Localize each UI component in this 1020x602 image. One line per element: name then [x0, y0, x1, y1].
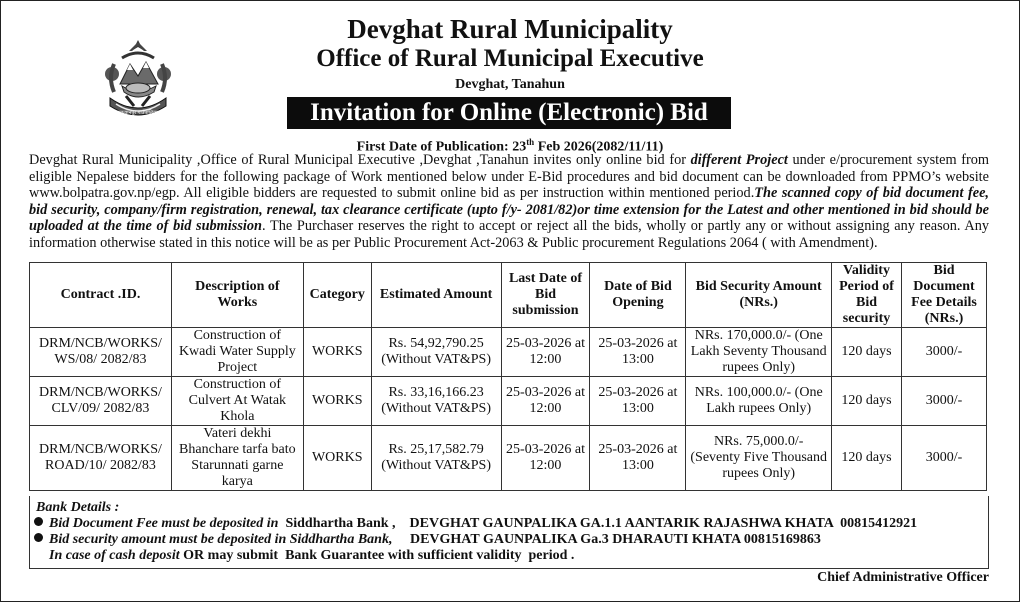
cell-last-date: 25-03-2026 at 12:00: [501, 328, 590, 377]
cell-contract: DRM/NCB/WORKS/ WS/08/ 2082/83: [30, 328, 172, 377]
cell-category: WORKS: [303, 426, 371, 491]
bank-line-fee-italic: Bid Document Fee must be deposited in: [49, 516, 279, 531]
header-security: Bid Security Amount (NRs.): [686, 263, 832, 328]
cell-fee: 3000/-: [901, 426, 986, 491]
header-category: Category: [303, 263, 371, 328]
cell-amount: Rs. 54,92,790.25 (Without VAT&PS): [371, 328, 501, 377]
bank-line-cash: [49, 547, 574, 564]
cell-fee: 3000/-: [901, 328, 986, 377]
signature: Chief Administrative Officer: [817, 570, 989, 585]
bank-line-security-italic: Bid security amount must be deposited in Siddhartha Bank,: [49, 532, 393, 547]
cell-contract: DRM/NCB/WORKS/ CLV/09/ 2082/83: [30, 377, 172, 426]
bullet-icon: [34, 533, 43, 542]
emblem-text: मकवानपुर गाउँपालिका: [117, 111, 159, 116]
header-contract: Contract .ID.: [30, 263, 172, 328]
cell-amount: Rs. 25,17,582.79 (Without VAT&PS): [371, 426, 501, 491]
intro-paragraph: [29, 152, 989, 252]
cell-opening: 25-03-2026 at 13:00: [590, 377, 686, 426]
bank-line-fee-text: Siddhartha Bank , DEVGHAT GAUNPALIKA GA.1.1 AANTARIK RAJASHWA KHATA 00815412921: [278, 516, 918, 531]
header-description: Description of Works: [171, 263, 303, 328]
intro-text-2: under e/procurement system from eligible Nepalese bidders for the following package of Work mentioned below under E-Bid procedures and bid document can be downloaded from PPMO’s website www.bolpatra.gov.np/egp. All eligible bidders are requested to submit online bid as per instruction within mentioned period.: [29, 152, 989, 202]
cell-validity: 120 days: [832, 377, 902, 426]
header-validity: Validity Period of Bid security: [832, 263, 902, 328]
header-fee: Bid Document Fee Details (NRs.): [901, 263, 986, 328]
bullet-icon: [34, 517, 43, 526]
bank-line-cash-italic: In case of cash deposit: [49, 548, 180, 563]
intro-text-3: . The Purchaser reserves the right to accept or reject all the bids, wholly or partly any or without assigning any reason. Any information otherwise stated in this notice will be as per Public Procurement Act-2063 & Public procurement Regulations 2064 ( with Amendment).: [29, 218, 990, 251]
cell-security: NRs. 170,000.0/- (One Lakh Seventy Thousand rupees Only): [686, 328, 832, 377]
publication-date-rest: Feb 2026(2082/11/11): [534, 139, 664, 155]
cell-opening: 25-03-2026 at 13:00: [590, 426, 686, 491]
office-location: Devghat, Tanahun: [455, 77, 565, 92]
bank-details-title: Bank Details :: [36, 500, 120, 515]
bank-line-cash-text: OR may submit Bank Guarantee with sufficient validity period .: [179, 548, 575, 563]
header-last-date: Last Date of Bid submission: [501, 263, 590, 328]
cell-amount: Rs. 33,16,166.23 (Without VAT&PS): [371, 377, 501, 426]
municipality-name: Devghat Rural Municipality: [347, 14, 673, 44]
cell-validity: 120 days: [832, 426, 902, 491]
cell-last-date: 25-03-2026 at 12:00: [501, 426, 590, 491]
cell-security: NRs. 75,000.0/- (Seventy Five Thousand rupees Only): [686, 426, 832, 491]
cell-description: Vateri dekhi Bhanchare tarfa bato Starunnati garne karya: [171, 426, 303, 491]
nepal-emblem-icon: [100, 34, 176, 124]
office-name: Office of Rural Municipal Executive: [316, 45, 704, 72]
cell-security: NRs. 100,000.0/- (One Lakh rupees Only): [686, 377, 832, 426]
cell-description: Construction of Culvert At Watak Khola: [171, 377, 303, 426]
cell-opening: 25-03-2026 at 13:00: [590, 328, 686, 377]
intro-text-1: Devghat Rural Municipality ,Office of Rural Municipal Executive ,Devghat ,Tanahun invites only online bid for: [29, 152, 686, 168]
cell-contract: DRM/NCB/WORKS/ ROAD/10/ 2082/83: [30, 426, 172, 491]
bank-line-fee: [34, 515, 917, 532]
cell-last-date: 25-03-2026 at 12:00: [501, 377, 590, 426]
notice-title: Invitation for Online (Electronic) Bid: [287, 97, 731, 129]
cell-description: Construction of Kwadi Water Supply Project: [171, 328, 303, 377]
bid-table: [29, 262, 987, 491]
cell-fee: 3000/-: [901, 377, 986, 426]
cell-category: WORKS: [303, 328, 371, 377]
table-header-row: [30, 263, 987, 328]
publication-date-sup: th: [526, 137, 535, 147]
table-row: [30, 328, 987, 377]
header-amount: Estimated Amount: [371, 263, 501, 328]
header-opening: Date of Bid Opening: [590, 263, 686, 328]
bank-details: [29, 496, 989, 569]
intro-emphasis-2: The scanned copy of bid document fee, bid security, company/firm registration, renewal, tax clearance certificate (upto f/y- 2081/82)or time extension for the Latest and other mentioned in bid should be uploaded at the time of bid submission: [29, 185, 989, 235]
publication-date-prefix: First Date of Publication: 23: [356, 139, 527, 155]
intro-emphasis-1: different Project: [686, 152, 788, 168]
bank-line-security: [34, 531, 821, 548]
cell-category: WORKS: [303, 377, 371, 426]
table-row: [30, 426, 987, 491]
table-row: [30, 377, 987, 426]
bank-line-security-text: DEVGHAT GAUNPALIKA Ga.3 DHARAUTI KHATA 00815169863: [392, 532, 821, 547]
cell-validity: 120 days: [832, 328, 902, 377]
